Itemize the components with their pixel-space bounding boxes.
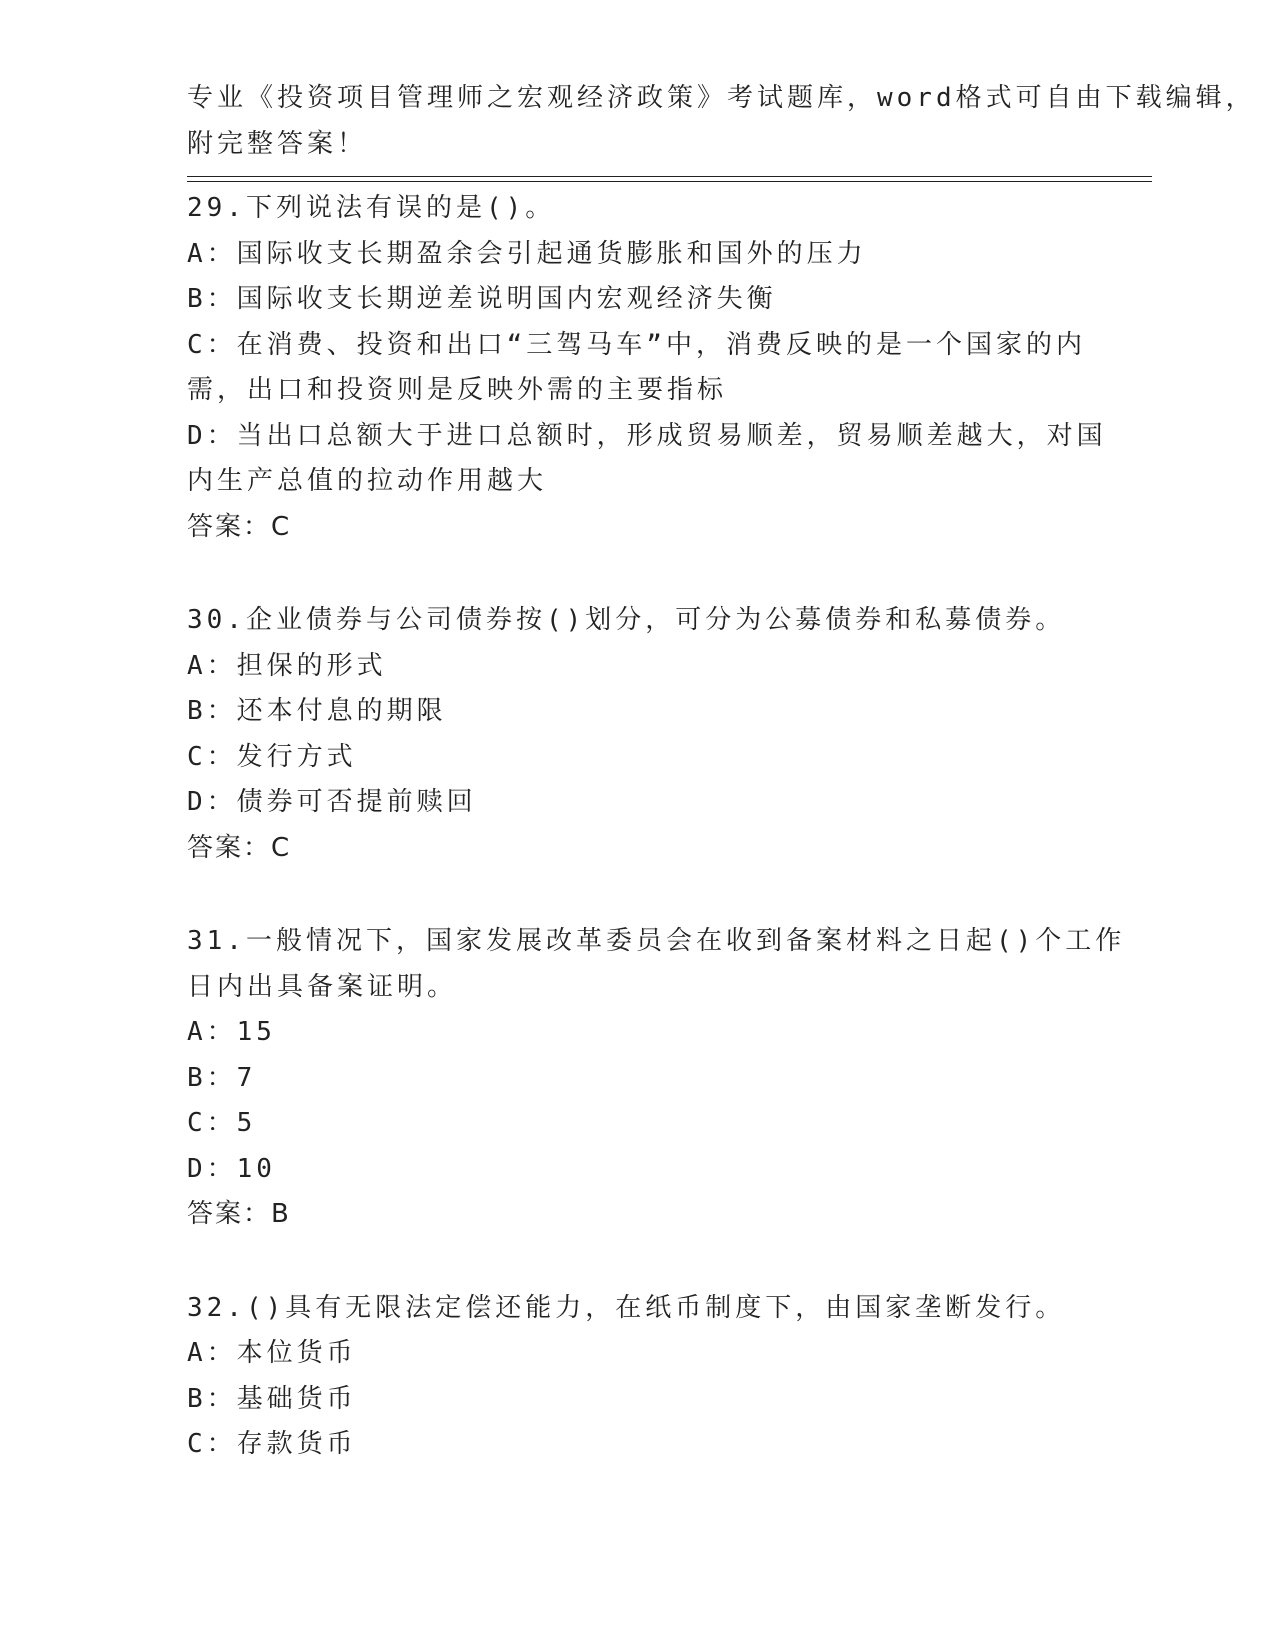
option-c: C：5 xyxy=(187,1108,257,1138)
answer: 答案：B xyxy=(187,1199,291,1229)
option-d: D：债券可否提前赎回 xyxy=(187,787,477,817)
question-stem: 29.下列说法有误的是()。 xyxy=(187,193,556,223)
option-c: C：在消费、投资和出口“三驾马车”中，消费反映的是一个国家的内 xyxy=(187,329,1086,360)
option-b: B：7 xyxy=(187,1062,257,1093)
question-list xyxy=(187,186,1126,1516)
option-c: C：存款货币 xyxy=(187,1429,357,1459)
header-line: 专业《投资项目管理师之宏观经济政策》考试题库，word格式可自由下载编辑， xyxy=(187,83,1256,113)
answer: 答案：C xyxy=(187,832,292,863)
option-b: B：还本付息的期限 xyxy=(187,696,447,726)
option-c: C：发行方式 xyxy=(187,741,357,772)
option-d: D：当出口总额大于进口总额时，形成贸易顺差，贸易顺差越大，对国 xyxy=(187,420,1107,451)
question-32 xyxy=(187,1286,1087,1468)
option-a: A：担保的形式 xyxy=(187,650,387,681)
question-stem: 31.一般情况下，国家发展改革委员会在收到备案材料之日起()个工作 xyxy=(187,926,1126,956)
question-stem: 30.企业债券与公司债券按()划分，可分为公募债券和私募债券。 xyxy=(187,605,1066,635)
question-30 xyxy=(187,598,1087,871)
option-a: A：本位货币 xyxy=(187,1338,357,1368)
option-b: B：基础货币 xyxy=(187,1383,357,1414)
answer: 答案：C xyxy=(187,511,292,542)
header-divider xyxy=(187,176,1152,177)
option-d: D：10 xyxy=(187,1153,276,1184)
question-stem: 32.()具有无限法定偿还能力，在纸币制度下，由国家垄断发行。 xyxy=(187,1292,1066,1323)
header-divider xyxy=(187,181,1152,182)
option-b: B：国际收支长期逆差说明国内宏观经济失衡 xyxy=(187,284,777,314)
question-29 xyxy=(187,186,1107,550)
option-a: A：国际收支长期盈余会引起通货膨胀和国外的压力 xyxy=(187,238,867,269)
option-d-continued: 内生产总值的拉动作用越大 xyxy=(187,466,548,496)
question-31 xyxy=(187,919,1126,1238)
option-c-continued: 需，出口和投资则是反映外需的主要指标 xyxy=(187,375,728,405)
header-line: 附完整答案！ xyxy=(187,128,368,159)
option-a: A：15 xyxy=(187,1017,276,1047)
question-stem-continued: 日内出具备案证明。 xyxy=(187,971,458,1002)
document-header xyxy=(187,76,1256,167)
